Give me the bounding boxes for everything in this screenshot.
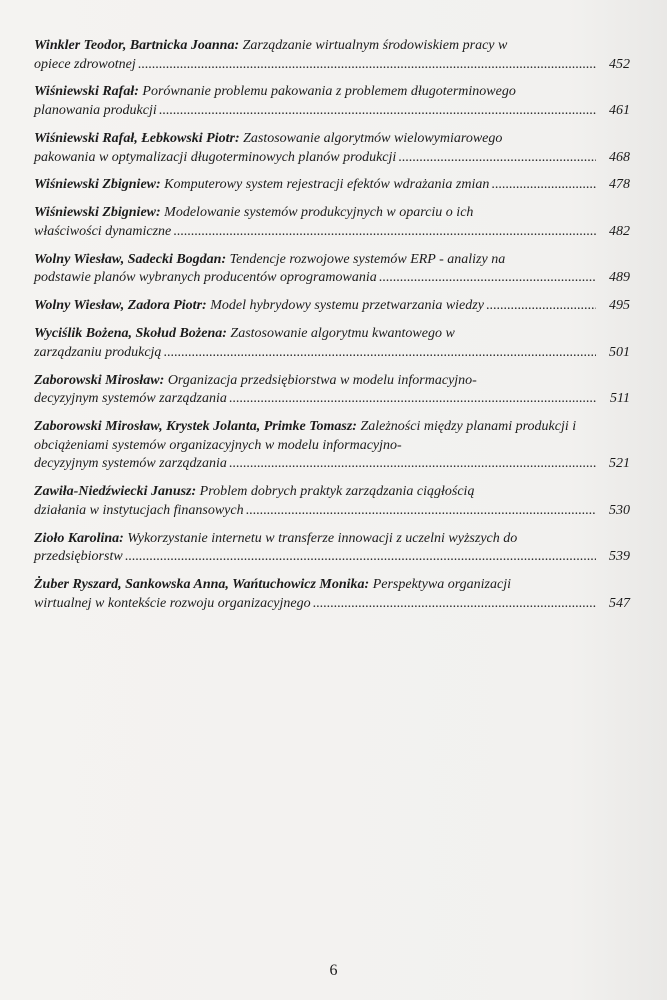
dot-leader: [161, 344, 596, 363]
entry-title-continued: decyzyjnym systemów zarządzania: [34, 456, 227, 472]
entry-title: Porównanie problemu pakowania z problemem długoterminowego: [142, 84, 516, 100]
entry-authors: Żuber Ryszard, Sankowska Anna, Wańtuchowicz Monika:: [34, 577, 370, 593]
entry-authors: Wolny Wiesław, Zadora Piotr:: [34, 298, 207, 314]
entry-title: Zarządzanie wirtualnym środowiskiem pracy w: [242, 38, 508, 53]
toc-entry: [34, 325, 630, 362]
entry-authors: Wiśniewski Zbigniew:: [34, 177, 161, 193]
dot-leader: [311, 595, 596, 614]
entry-page-number: 539: [609, 549, 630, 565]
entry-page-number: 482: [609, 223, 630, 239]
entry-page-number: 530: [609, 502, 630, 518]
entry-title: Problem dobrych praktyk zarządzania ciągłością: [199, 484, 475, 500]
entry-authors: Wiśniewski Rafał:: [34, 84, 139, 100]
entry-authors: Wolny Wiesław, Sadecki Bogdan:: [34, 251, 227, 267]
entry-title-continued: zarządzaniu produkcją: [34, 344, 162, 360]
entry-title: Organizacja przedsiębiorstwa w modelu informacyjno-: [167, 372, 477, 388]
toc-entry: [34, 418, 630, 474]
entry-authors: Zaborowski Mirosław, Krystek Jolanta, Primke Tomasz:: [34, 419, 357, 435]
entry-page-number: 501: [609, 344, 630, 360]
entry-title-continued: opiece zdrowotnej: [34, 56, 136, 72]
dot-leader: [227, 455, 596, 474]
entry-page-number: 489: [609, 270, 630, 286]
entry-authors: Wiśniewski Zbigniew:: [34, 205, 161, 221]
toc-entry: [34, 204, 630, 241]
toc-entry: [34, 372, 630, 409]
dot-leader: [136, 56, 596, 75]
entry-title: Model hybrydowy systemu przetwarzania wiedzy: [210, 298, 484, 314]
entry-title: Zależności między planami produkcji i obciążeniami systemów organizacyjnych w modelu informacyjno-: [34, 419, 577, 453]
entry-title: Komputerowy system rejestracji efektów wdrażania zmian: [164, 177, 490, 193]
entry-title: Modelowanie systemów produkcyjnych w oparciu o ich: [164, 205, 474, 221]
entry-title-continued: planowania produkcji: [34, 103, 157, 119]
entry-title-continued: decyzyjnym systemów zarządzania: [34, 391, 227, 407]
entry-authors: Winkler Teodor, Bartnicka Joanna:: [34, 38, 240, 53]
dot-leader: [484, 297, 596, 316]
entry-authors: Wiśniewski Rafał, Łebkowski Piotr:: [34, 130, 240, 146]
entry-page-number: 521: [609, 456, 630, 472]
entry-page-number: 468: [609, 149, 630, 165]
toc-entry: [34, 37, 630, 74]
dot-leader: [123, 548, 596, 567]
entry-authors: Zawiła-Niedźwiecki Janusz:: [34, 484, 197, 500]
entry-title: Zastosowanie algorytmów wielowymiarowego: [243, 130, 503, 146]
dot-leader: [396, 149, 596, 168]
entry-page-number: 495: [609, 298, 630, 314]
dot-leader: [227, 390, 596, 409]
dot-leader: [377, 269, 596, 288]
entry-title: Zastosowanie algorytmu kwantowego w: [230, 326, 455, 342]
entry-title-continued: podstawie planów wybranych producentów oprogramowania: [34, 270, 377, 286]
toc-entry: [34, 176, 630, 195]
entry-page-number: 478: [609, 177, 630, 193]
dot-leader: [489, 176, 596, 195]
entry-authors: Zioło Karolina:: [34, 530, 124, 546]
dot-leader: [171, 223, 596, 242]
page-number: 6: [329, 962, 338, 979]
entry-title-continued: właściwości dynamiczne: [34, 223, 172, 239]
toc-entry: [34, 576, 630, 613]
entry-title-continued: działania w instytucjach finansowych: [34, 502, 244, 518]
entry-title-continued: wirtualnej w kontekście rozwoju organizacyjnego: [34, 595, 311, 611]
dot-leader: [157, 102, 596, 121]
table-of-contents: [34, 37, 630, 623]
entry-page-number: 452: [609, 56, 630, 72]
toc-entry: [34, 251, 630, 288]
entry-title-continued: przedsiębiorstw: [34, 549, 123, 565]
entry-authors: Zaborowski Mirosław:: [34, 372, 165, 388]
entry-title: Perspektywa organizacji: [372, 577, 511, 593]
entry-title: Tendencje rozwojowe systemów ERP - analizy na: [229, 251, 506, 267]
entry-authors: Wyciślik Bożena, Skołud Bożena:: [34, 326, 227, 342]
entry-title-continued: pakowania w optymalizacji długoterminowych planów produkcji: [34, 149, 397, 165]
toc-entry: [34, 530, 630, 567]
entry-title: Wykorzystanie internetu w transferze innowacji z uczelni wyższych do: [127, 530, 518, 546]
entry-page-number: 461: [609, 103, 630, 119]
toc-entry: [34, 130, 630, 167]
toc-entry: [34, 297, 630, 316]
entry-page-number: 547: [609, 595, 630, 611]
toc-entry: [34, 83, 630, 120]
toc-entry: [34, 483, 630, 520]
dot-leader: [244, 502, 596, 521]
entry-page-number: 511: [610, 391, 630, 407]
